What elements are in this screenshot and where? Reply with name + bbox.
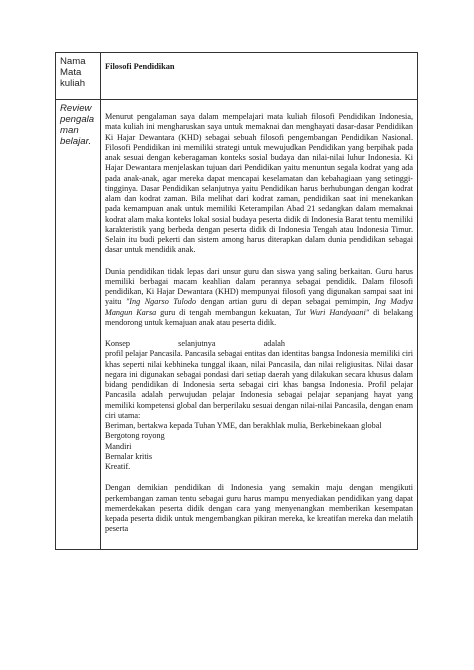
konsep-word: adalah bbox=[263, 339, 285, 348]
review-label-line: Review bbox=[60, 103, 92, 114]
course-name-label-text: Nama Mata kuliah bbox=[60, 56, 86, 89]
paragraph-1: Menurut pengalaman saya dalam mempelajari mata kuliah filosofi Pendidikan Indonesia, mata kuliah ini mengharuskan saya untuk memaknai dan menghayati dasar-dasar Pendidikan Ki Hajar Dewantara (KHD) sebagai sebuah filosofi pengembangan Pendidikan Nasional. Filosofi Pendidikan ini memiliki strategi untuk mewujudkan Pendidikan yang berpihak pada anak sesuai dengan keberagaman konteks sosial budaya dan nilai-nilai luhur Indonesia. Ki Hajar Dewantara menjelaskan tujuan dari Pendidikan yaitu menuntun segala kodrat yang ada pada anak-anak, agar mereka dapat mencapai keselamatan dan kebahagiaan yang setinggi-tingginya. Dasar Pendidikan selanjutnya yaitu Pendidikan harus berhubungan dengan kodrat alam dan kodrat zaman. Bila melihat dari kodrat zaman, pendidikan saat ini menekankan pada kemampuan anak untuk memiliki Keterampilan Abad 21 sedangkan dalam memaknai kodrat alam maka konteks lokal sosial budaya peserta didik di Indonesia Barat tentu memiliki karakteristik yang berbeda dengan peserta didik di Indonesia Tengah atau Indonesia Timur. Selain itu budi pekerti dan sistem among harus diterapkan dalam dunia pendidikan sebagai dasar untuk mendidik anak. bbox=[105, 112, 413, 255]
list-item: Mandiri bbox=[105, 441, 132, 451]
paragraph-3: profil pelajar Pancasila. Pancasila sebagai entitas dan identitas bangsa Indonesia memiliki ciri khas seperti nilai kebhineka tunggal ikaan, nilai Pancasila, dan nilai religiusitas. Nilai dasar negara ini digunakan sebagai pondasi dari setiap daerah yang dilakukan secara khusus dalam bidang pendidikan di Indonesia serta sebagai ciri khas bangsa Indonesia. Profil pelajar Pancasila adalah perwujudan pelajar Indonesia sebagai pelajar sepanjang hayat yang memiliki kompetensi global dan berperilaku sesuai dengan nilai-nilai Pancasila, dengan enam ciri utama: bbox=[105, 349, 413, 420]
course-name-value: Filosofi Pendidikan bbox=[105, 62, 175, 71]
paragraph-2-text: guru di tengah membangun kekuatan, bbox=[156, 307, 296, 317]
paragraph-4: Dengan demikian pendidikan di Indonesia yang semakin maju dengan mengikuti perkembangan zaman tentu sebagai guru harus mampu menyediakan pendidikan yang dapat memerdekakan peserta didik dengan cara yang menyenangkan memberikan kesempatan kepada peserta didik untuk mengembangkan pikiran mereka, ke kreatifan mereka dan melatih peserta bbox=[105, 483, 413, 534]
list-item: Beriman, bertakwa kepada Tuhan YME, dan berakhlak mulia, Berkebinekaan global bbox=[105, 421, 382, 430]
review-table bbox=[55, 52, 418, 550]
review-label-line: pengala bbox=[60, 114, 95, 125]
list-item: Bernalar kritis bbox=[105, 451, 153, 461]
list-item: Kreatif. bbox=[105, 462, 131, 471]
paragraph-2-text: di belakang mendorong untuk kemajuan anak atau peserta didik. bbox=[105, 307, 414, 327]
course-name-cell bbox=[101, 53, 418, 100]
paragraph-2-quote: Ing Madya Mangun Karsa bbox=[105, 297, 414, 317]
paragraph-2-text: Dunia pendidikan tidak lepas dari unsur guru dan siswa yang saling berkaitan. Guru harus memiliki berbagai macam keahlian dalam perannya sebagai pendidik. Dalam filosofi pendidikan, Ki Hajar Dewantara (KHD) mempunyai filosofi yang digunakan sampai saat ini yaitu bbox=[105, 266, 413, 307]
paragraph-2-quote: Tut Wuri Handyaani" bbox=[295, 307, 370, 317]
list-item: Bergotong royong bbox=[105, 431, 165, 441]
konsep-word: Konsep bbox=[105, 339, 131, 348]
konsep-word: selanjutnya bbox=[178, 339, 216, 348]
review-label bbox=[56, 100, 101, 550]
paragraph-2-text: dengan artian guru di depan sebagai pemimpin, bbox=[196, 297, 375, 307]
konsep-line bbox=[105, 339, 285, 349]
table-row bbox=[56, 53, 418, 100]
course-name-label bbox=[56, 53, 101, 100]
review-label-line: belajar. bbox=[60, 136, 92, 147]
table-row bbox=[56, 100, 418, 550]
paragraph-2-quote: "Ing Ngarso Tulodo bbox=[125, 297, 197, 307]
paragraph-2 bbox=[105, 267, 413, 329]
review-label-line: man bbox=[60, 125, 79, 136]
review-content bbox=[101, 100, 418, 550]
